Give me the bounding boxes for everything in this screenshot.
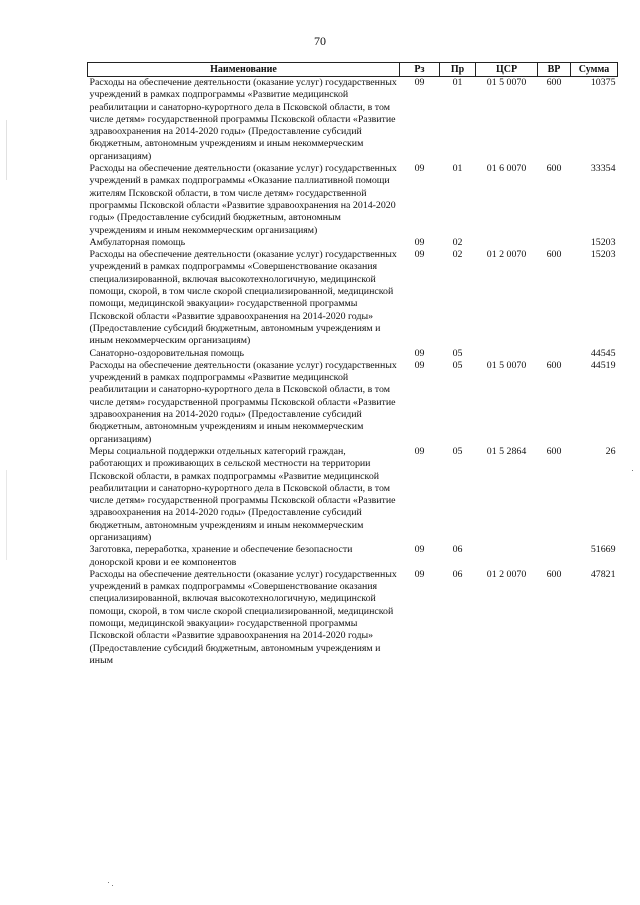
- row-sum: 47821: [590, 568, 616, 580]
- row-sum: 51669: [590, 544, 616, 556]
- row-vr: 600: [546, 568, 562, 580]
- row-vr: 600: [546, 249, 562, 261]
- row-sum: 44545: [590, 347, 616, 359]
- row-csr: 01 5 0070: [486, 77, 527, 88]
- row-sum: 44519: [590, 359, 616, 371]
- row-csr: 01 5 0070: [486, 359, 527, 371]
- header-rz: Рз: [400, 63, 440, 77]
- row-pr: 05: [452, 359, 463, 371]
- row-vr: [538, 237, 571, 249]
- table-row: [88, 237, 618, 249]
- row-rz: 09: [414, 445, 425, 457]
- row-rz: 09: [414, 544, 425, 556]
- row-rz: 09: [414, 359, 425, 371]
- row-name: Расходы на обеспечение деятельности (оказание услуг) государственных учреждений в рамках подпрограммы «Развитие медицинской реабилитации и санаторно-курортного дела в Псковской области, в том числе детям» государственной программы Псковской области «Развитие здравоохранения на 2014-2020 годы» (Предоставление субсидий бюджетным, автономным учреждениям и иным некоммерческим организациям): [89, 359, 397, 445]
- table-row: [88, 360, 618, 446]
- row-vr: [538, 348, 571, 360]
- header-sum: Сумма: [571, 63, 618, 77]
- table-row: [88, 544, 618, 569]
- row-name: Заготовка, переработка, хранение и обеспечение безопасности донорской крови и ее компонентов: [89, 544, 353, 568]
- row-name: Расходы на обеспечение деятельности (оказание услуг) государственных учреждений в рамках подпрограммы «Совершенствование оказания специализированной, включая высокотехнологичную, медицинской помощи, скорой, в том числе скорой специализированной, медицинской помощи, медицинской эвакуации» государственной программы Псковской области «Развитие здравоохранения на 2014-2020 годы» (Предоставление субсидий бюджетным, автономным учреждениям и иным: [89, 568, 397, 666]
- table-row: [88, 77, 618, 164]
- row-rz: 09: [414, 236, 425, 248]
- row-sum: 15203: [590, 249, 616, 261]
- row-rz: 09: [414, 77, 425, 88]
- row-sum: 10375: [590, 77, 616, 88]
- scan-edge-mark: [6, 120, 7, 180]
- scan-edge-mark: [6, 470, 7, 560]
- row-csr: [476, 237, 538, 249]
- row-pr: 05: [452, 445, 463, 457]
- row-pr: 06: [452, 544, 463, 556]
- budget-table: [87, 62, 618, 667]
- scan-dot: [108, 882, 109, 883]
- row-pr: 01: [452, 163, 463, 175]
- row-pr: 02: [452, 249, 463, 261]
- row-pr: 06: [452, 568, 463, 580]
- row-vr: 600: [546, 163, 562, 175]
- row-sum: 33354: [590, 163, 616, 175]
- row-name: Расходы на обеспечение деятельности (оказание услуг) государственных учреждений в рамках подпрограммы «Совершенствование оказания специализированной, включая высокотехнологичную, медицинской помощи, скорой, в том числе скорой специализированной, медицинской помощи, медицинской эвакуации» государственной программы Псковской области «Развитие здравоохранения на 2014-2020 годы» (Предоставление субсидий бюджетным, автономным учреждениям и иным некоммерческим организациям): [89, 249, 397, 347]
- row-vr: 600: [546, 77, 562, 88]
- row-csr: [476, 348, 538, 360]
- header-vr: ВР: [538, 63, 571, 77]
- row-vr: [538, 544, 571, 569]
- row-name: Расходы на обеспечение деятельности (оказание услуг) государственных учреждений в рамках подпрограммы «Развитие медицинской реабилитации и санаторно-курортного дела в Псковской области, в том числе детям» государственной программы Псковской области «Развитие здравоохранения на 2014-2020 годы» (Предоставление субсидий бюджетным, автономным учреждениям и иным некоммерческим организациям): [89, 77, 397, 162]
- table-row: [88, 348, 618, 360]
- table-row: [88, 249, 618, 347]
- header-pr: Пр: [440, 63, 476, 77]
- row-csr: 01 2 0070: [486, 249, 527, 261]
- table-row: [88, 569, 618, 667]
- row-csr: [476, 544, 538, 569]
- row-pr: 01: [452, 77, 463, 88]
- row-csr: 01 5 2864: [486, 445, 527, 457]
- row-rz: 09: [414, 347, 425, 359]
- table-row: [88, 163, 618, 237]
- row-csr: 01 6 0070: [486, 163, 527, 175]
- row-vr: 600: [546, 359, 562, 371]
- scan-dot: [112, 885, 113, 886]
- row-sum: 26: [605, 445, 616, 457]
- table-header-row: [88, 63, 618, 77]
- row-name: Амбулаторная помощь: [89, 236, 186, 248]
- row-pr: 05: [452, 347, 463, 359]
- row-name: Меры социальной поддержки отдельных категорий граждан, работающих и проживающих в сельской местности на территории Псковской области, в рамках подпрограммы «Развитие медицинской реабилитации и санаторно-курортного дела в Псковской области, в том числе детям» государственной программы Псковской области «Развитие здравоохранения на 2014-2020 годы» (Предоставление субсидий бюджетным, автономным учреждениям и иным некоммерческим организациям): [89, 445, 396, 543]
- header-name: Наименование: [88, 63, 400, 77]
- row-rz: 09: [414, 568, 425, 580]
- row-vr: 600: [546, 445, 562, 457]
- row-csr: 01 2 0070: [486, 568, 527, 580]
- row-name: Санаторно-оздоровительная помощь: [89, 347, 245, 359]
- table-row: [88, 446, 618, 544]
- row-rz: 09: [414, 163, 425, 175]
- page-number: 70: [314, 34, 326, 48]
- row-rz: 09: [414, 249, 425, 261]
- row-sum: 15203: [590, 236, 616, 248]
- header-csr: ЦСР: [476, 63, 538, 77]
- row-pr: 02: [452, 236, 463, 248]
- row-name: Расходы на обеспечение деятельности (оказание услуг) государственных учреждений в рамках подпрограммы «Оказание паллиативной помощи жителям Псковской области, в том числе детям» государственной программы Псковской области «Развитие здравоохранения на 2014-2020 годы» (Предоставление субсидий бюджетным, автономным учреждениям и иным некоммерческим организациям): [89, 163, 397, 236]
- scan-dot: [632, 470, 633, 471]
